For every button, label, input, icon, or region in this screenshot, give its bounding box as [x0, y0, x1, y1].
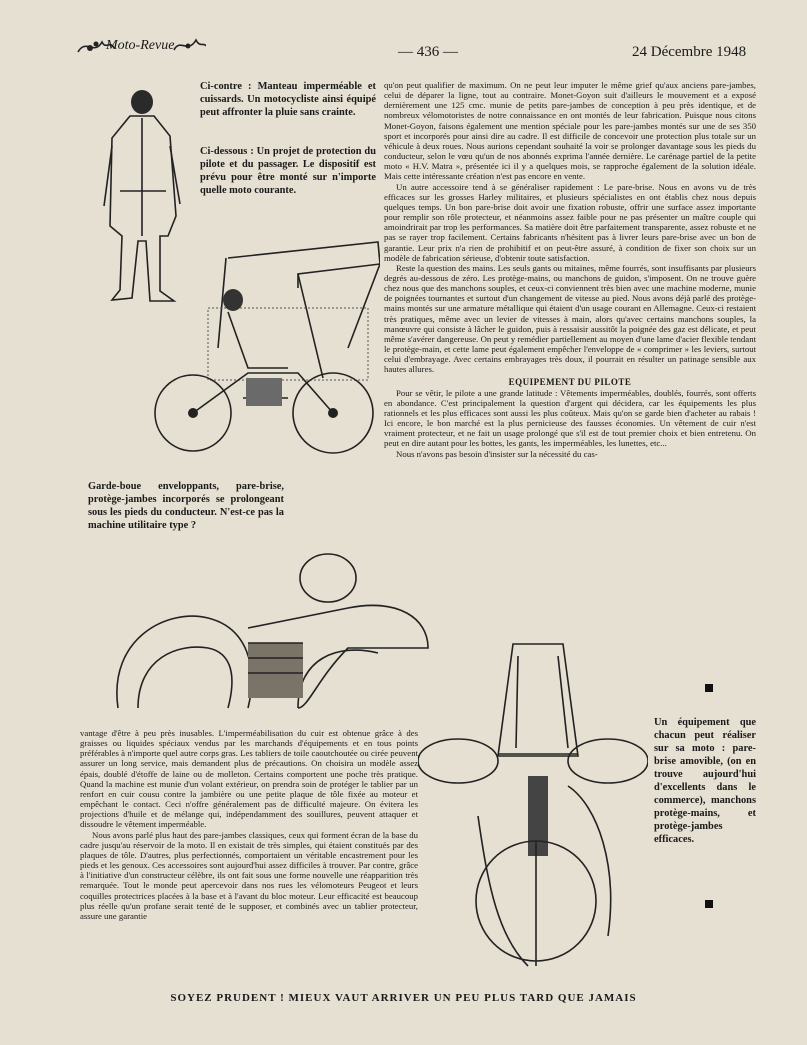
- footer-slogan: SOYEZ PRUDENT ! MIEUX VAUT ARRIVER UN PEU PLUS TARD QUE JAMAIS: [170, 992, 637, 1004]
- caption-manteau: Ci-contre : Manteau imperméable et cuissards. Un motocycliste ainsi équipé peut affronter la pluie sans crainte.: [200, 81, 376, 118]
- masthead-title: Moto-Revue: [106, 38, 175, 53]
- paragraph: Nous avons parlé plus haut des pare-jambes classiques, ceux qui forment écran de la base du cadre jusqu'au réservoir de la moto. Il en existait de très simples, qui étaient constitués par des plaques de tôle. D'autres, plus perfectionnés, comportaient un véritable encastrement pour les pieds et les genoux. Ces accessoires sont aujourd'hui assez difficiles à trouver. Par contre, grâce à l'initiative d'un constructeur célèbre, ils ont fait sous une forme nouvelle une réapparition très remarquée. Tout le monde peut apercevoir dans nos rues les vélomoteurs Peugeot et leurs coquilles protectrices placées à la base et à l'avant du bloc moteur. Leur efficacité est beaucoup plus réelle qu'un profane serait tenté de le supposer, et combinés avec un tablier protecteur, assure une garantie: [80, 829, 418, 921]
- paragraph: Un autre accessoire tend à se généraliser rapidement : Le pare-brise. Nous en avons vu de très efficaces sur les grosses Harley militaires, et plusieurs spécialistes en ont établis chez nous depuis quelques temps. Un bon pare-brise doit avoir une fixation robuste, offrir une surface assez importante pour remplir son rôle protecteur, et néanmoins assez faible pour ne pas présenter un maître couple qui amoindrirait par trop les performances. Sa matière doit être parfaitement transparente, assez robuste et ne pas se rayer trop facilement. Certains fabricants n'hésitent pas à livrer leurs pare-brise avec un bon de garantie. Leur prix n'a rien de prohibitif et on peut-être assuré, à condition de fixer son choix sur un modèle de fabrication sérieuse, d'obtenir toute satisfaction.: [384, 181, 756, 263]
- page-number: — 436 —: [398, 44, 458, 60]
- paragraph: vantage d'être à peu près inusables. L'imperméabilisation du cuir est obtenue grâce à des graisses ou liquides spéciaux vendus par les marchands d'équipements et en tous points préférables à n'importe quel autre corps gras. Les tabliers de toile caoutchoutée ou cirée peuvent assurer un long service, mais demandent plus de précautions. On choisira un modèle assez épais, doublé d'étoffe de laine ou de molleton. Certains comportent une poche très pratique. Quand la machine est munie d'un volant extérieur, on prendra soin de protéger le tablier par un renfort en cuir cousu contre la jambière ou une petite plaque de tôle fixée au moteur et empêchant le contact. Ceci n'offre généralement pas de difficulté majeure. On évitera les projections d'huile et de mélange qui, indépendamment des souillures, peuvent attaquer et dissoudre le vêtement imperméable.: [80, 728, 418, 830]
- bullet-square-icon: [705, 900, 713, 908]
- masthead-logo: [78, 38, 175, 54]
- right-column-text: [384, 80, 756, 459]
- fendered-motorcycle-illustration: [98, 548, 432, 718]
- caption-equipement: Un équipement que chacun peut réaliser sur sa moto : pare-brise amovible, (on en trouve aujourd'hui d'excellents dans le commerce), manchons protège-mains, et protège-jambes efficaces.: [654, 717, 756, 845]
- paragraph: qu'on peut qualifier de maximum. On ne peut leur imputer le même grief qu'aux anciens pare-jambes, celui de déparer la ligne, tout au contraire. Monet-Goyon suit d'ailleurs le mouvement et a exposé dernièrement une 125 cmc. munie de petits pare-jambes de conception à peu près identique, et de nombreux vélomotoristes de notre connaissance en ont montés de leur fabrication. Puisque nous citons Monet-Goyon, faisons également une mention spéciale pour les pare-jambes montés sur une de ses 350 sport et incorporés pour ainsi dire au cadre. Il est difficile de concevoir une protection plus totale sur un véhicule à deux roues. Nous aurions cependant souhaité la voir se prolonger davantage sous les pieds du conducteur, selon le vœu qu'un de nos abonnés exprima l'année dernière. Le carénage partiel de la petite moto « H.V. Matra », présentée ici il y a quelques mois, se rapproche également de la solution idéale. Mais cette intéressante création n'est pas encore en vente.: [384, 80, 756, 182]
- covered-motorcycle-illustration: [148, 228, 380, 468]
- bullet-square-icon: [705, 684, 713, 692]
- bottom-left-column-text: [80, 728, 418, 921]
- caption-garde-boue: Garde-boue enveloppants, pare-brise, protège-jambes incorporés se prolongeant sous les pieds du conducteur. N'est-ce pas la machine utilitaire type ?: [88, 481, 284, 531]
- section-title: EQUIPEMENT DU PILOTE: [508, 376, 632, 387]
- windscreen-motorcycle-illustration: [418, 636, 648, 981]
- issue-date: 24 Décembre 1948: [632, 44, 747, 60]
- paragraph: Nous n'avons pas besoin d'insister sur la nécessité du cas-: [396, 448, 598, 459]
- paragraph: Reste la question des mains. Les seuls gants ou mitaines, même fourrés, sont insuffisants par plusieurs degrés au-dessous de zéro. Les protège-mains, ou manchons de guidon, s'imposent. On ne trouve guère chez nous que des manchons souples, et ceux-ci conviennent très bien avec une machine moderne, munie de poignées tournantes et surtout d'un changement de vitesse au pied. Nous avons déjà parlé des protège-mains montés sur une armature métallique qui étaient d'un usage courant en Allemagne. Ceux-ci restaient très pratiques, même avec un levier de vitesses à main, alors qu'avec certains manchons souples, la manœuvre qui consiste à lâcher le guidon, puis à ressaisir aussitôt la poignée des gaz est délicate, et peut même s'avérer dangereuse. On peut y remédier partiellement au moyen d'une lame d'acier flexible tendant le protège-main, et cette lame peut également empêcher l'enveloppe de « comprimer » les leviers, surtout celui d'embrayage. Avec certains embrayages très doux, il pourrait en résulter un patinage sensible aux hautes allures.: [384, 262, 756, 375]
- paragraph: Pour se vêtir, le pilote a une grande latitude : Vêtements imperméables, doublés, fourrés, sont offerts en abondance. C'est principalement la question d'argent qui décidera, car les équipements les plus rationnels et les plus efficaces sont aussi les plus coûteux. Mais qu'on se garde bien d'acheter au rabais ! Ici encore, le bon marché est la plus pernicieuse des fausses économies. Un vêtement de cuir n'est vraiment protecteur, et ne fait un usage prolongé que s'il est de tout premier choix et bien entretenu. On peut en dire autant pour les bottes, les gants, les imperméables, les lunettes, etc...: [384, 387, 756, 449]
- caption-protection: Ci-dessous : Un projet de protection du pilote et du passager. Le dispositif est prévu pour être monté sur n'importe quelle moto courante.: [200, 146, 376, 196]
